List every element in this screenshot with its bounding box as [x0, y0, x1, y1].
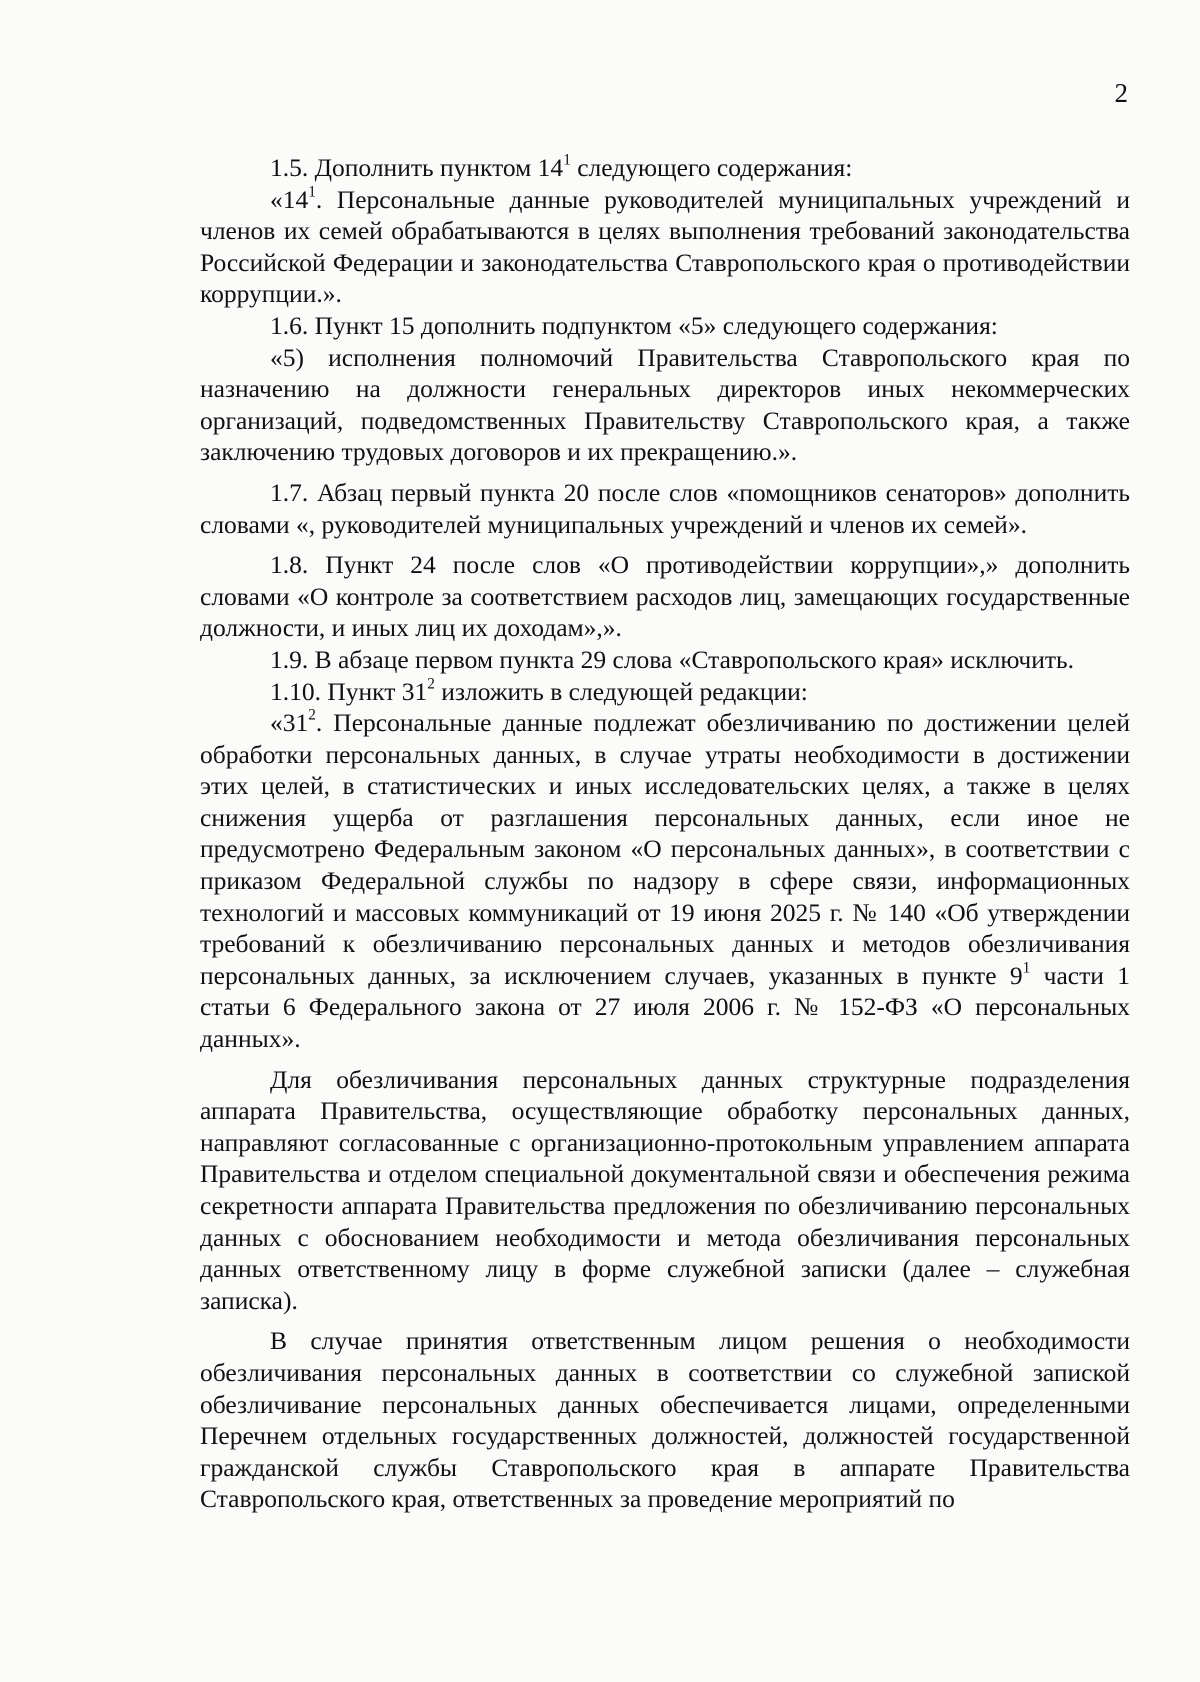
- paragraph-1-8: 1.8. Пункт 24 после слов «О противодействии коррупции»,» дополнить словами «О контроле за соответствием расходов лиц, замещающих государственные должности, и иных лиц их доходам»,».: [200, 550, 1130, 643]
- paragraph-14-1: «$14^1$. Персональные данные руководителей муниципальных учреждений и членов их семей обрабатываются в целях выполнения требований законодательства Российской Федерации и законодательства Ставропольского края о противодействии коррупции.».: [200, 183, 1130, 309]
- paragraph-5: «5) исполнения полномочий Правительства Ставропольского края по назначению на должности генеральных директоров иных некоммерческих организаций, подведомственных Правительству Ставропольского края, а также заключению трудовых договоров и их прекращению.».: [200, 342, 1130, 467]
- paragraph-1-10: 1.10. Пункт $31^2$ изложить в следующей редакции:: [270, 675, 808, 706]
- paragraph-1-9: 1.9. В абзаце первом пункта 29 слова «Ставропольского края» исключить.: [270, 644, 1075, 674]
- page-number: 2: [1114, 78, 1128, 108]
- document-body: [200, 152, 1130, 1515]
- paragraph-1-7: 1.7. Абзац первый пункта 20 после слов «помощников сенаторов» дополнить словами «, руководителей муниципальных учреждений и членов их семей».: [200, 477, 1130, 539]
- paragraph-depersonalization-procedure: Для обезличивания персональных данных структурные подразделения аппарата Правительства, осуществляющие обработку персональных данных, направляют согласованные с организационно-протокольным управлением аппарата Правительства и отделом специальной документальной связи и обеспечения режима секретности аппарата Правительства предложения по обезличиванию персональных данных с обоснованием необходимости и метода обезличивания персональных данных ответственному лицу в форме служебной записки (далее – служебная записка).: [200, 1064, 1130, 1315]
- paragraph-1-5: 1.5. Дополнить пунктом $14^1$ следующего содержания:: [270, 151, 853, 182]
- paragraph-decision: В случае принятия ответственным лицом решения о необходимости обезличивания персональных данных в соответствии со служебной запиской обезличивание персональных данных обеспечивается лицами, определенными Перечнем отдельных государственных должностей, должностей государственной гражданской службы Ставропольского края в аппарате Правительства Ставропольского края, ответственных за проведение мероприятий по: [200, 1326, 1130, 1514]
- paragraph-31-2: «$31^2$. Персональные данные подлежат обезличиванию по достижении целей обработки персональных данных, в случае утраты необходимости в достижении этих целей, в статистических и иных исследовательских целях, а также в целях снижения ущерба от разглашения персональных данных, если иное не предусмотрено Федеральным законом «О персональных данных», в соответствии с приказом Федеральной службы по надзору в сфере связи, информационных технологий и массовых коммуникаций от 19 июня 2025 г. № 140 «Об утверждении требований к обезличиванию персональных данных и методов обезличивания персональных данных, за исключением случаев, указанных в пункте $9^1$ части 1 статьи 6 Федерального закона от 27 июля 2006 г. № 152-ФЗ «О персональных данных».: [200, 706, 1130, 1054]
- paragraph-1-6: 1.6. Пункт 15 дополнить подпунктом «5» следующего содержания:: [270, 310, 998, 340]
